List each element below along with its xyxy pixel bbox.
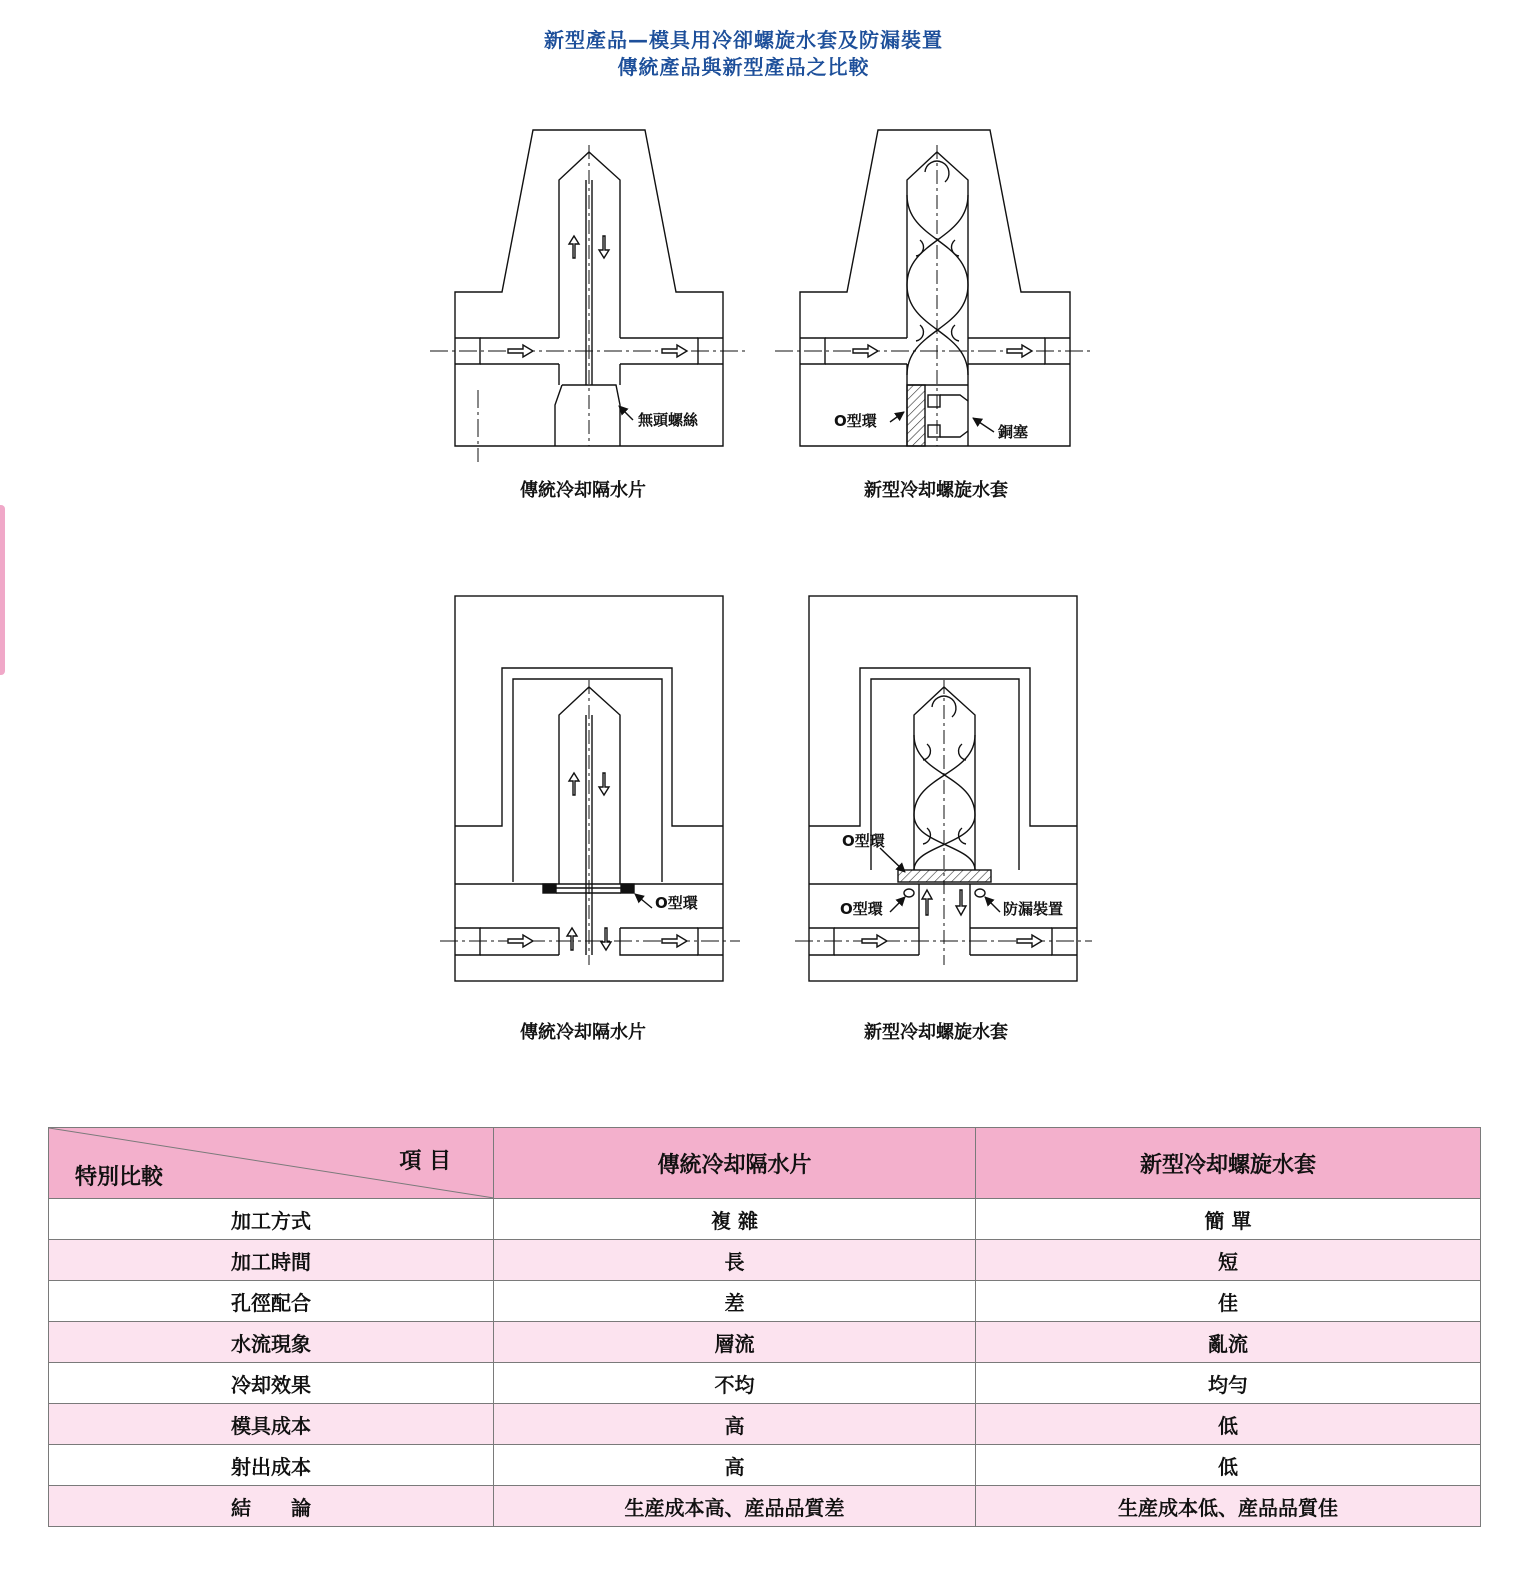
label-oring-bottom-left: O型環	[655, 894, 698, 912]
row-new: 佳	[976, 1281, 1481, 1322]
label-headless-screw: 無頭螺絲	[638, 411, 699, 429]
row-item: 加工時間	[49, 1240, 494, 1281]
table-row	[49, 1486, 1481, 1527]
row-new: 亂流	[976, 1322, 1481, 1363]
comparison-table	[48, 1127, 1481, 1527]
label-oring-bottom-right-upper: O型環	[842, 832, 885, 850]
row-new: 短	[976, 1240, 1481, 1281]
diagram-traditional-baffle-bottom	[440, 596, 740, 981]
row-item: 加工方式	[49, 1199, 494, 1240]
table-header-row	[49, 1128, 1481, 1199]
diagram-spiral-jacket-top	[775, 130, 1090, 446]
caption-traditional-top: 傳統冷却隔水片	[520, 480, 646, 501]
table-row	[49, 1281, 1481, 1322]
row-new: 生産成本低、産品品質佳	[976, 1486, 1481, 1527]
label-oring-bottom-right-lower: O型環	[840, 900, 883, 918]
row-traditional: 不均	[494, 1363, 976, 1404]
table-row	[49, 1363, 1481, 1404]
table-row	[49, 1199, 1481, 1240]
row-new: 低	[976, 1445, 1481, 1486]
caption-traditional-bottom: 傳統冷却隔水片	[520, 1022, 646, 1043]
header-new: 新型冷却螺旋水套	[976, 1128, 1481, 1199]
caption-spiral-bottom: 新型冷却螺旋水套	[864, 1022, 1008, 1043]
table-row	[49, 1404, 1481, 1445]
label-copper-plug: 銅塞	[998, 423, 1029, 441]
row-item: 射出成本	[49, 1445, 494, 1486]
row-item: 模具成本	[49, 1404, 494, 1445]
header-traditional: 傳統冷却隔水片	[494, 1128, 976, 1199]
row-item: 結 論	[49, 1486, 494, 1527]
row-traditional: 高	[494, 1404, 976, 1445]
label-leakproof-device: 防漏裝置	[1003, 900, 1064, 918]
diagram-spiral-jacket-bottom	[795, 596, 1092, 981]
caption-spiral-top: 新型冷却螺旋水套	[864, 480, 1008, 501]
row-item: 孔徑配合	[49, 1281, 494, 1322]
row-traditional: 差	[494, 1281, 976, 1322]
row-new: 均勻	[976, 1363, 1481, 1404]
row-traditional: 複 雜	[494, 1199, 976, 1240]
table-row	[49, 1322, 1481, 1363]
row-traditional: 長	[494, 1240, 976, 1281]
page-title: 新型產品—模具用冷卻螺旋水套及防漏裝置	[544, 28, 943, 52]
header-compare-label: 特別比較	[75, 1165, 164, 1190]
row-item: 水流現象	[49, 1322, 494, 1363]
header-item-label: 項 目	[399, 1149, 451, 1174]
row-traditional: 高	[494, 1445, 976, 1486]
page-subtitle: 傳統產品與新型產品之比較	[617, 55, 870, 79]
table-row	[49, 1445, 1481, 1486]
row-item: 冷却效果	[49, 1363, 494, 1404]
row-new: 低	[976, 1404, 1481, 1445]
row-traditional: 生産成本高、産品品質差	[494, 1486, 976, 1527]
row-traditional: 層流	[494, 1322, 976, 1363]
table-row	[49, 1240, 1481, 1281]
row-new: 簡 單	[976, 1199, 1481, 1240]
label-oring-top: O型環	[834, 412, 877, 430]
header-diagonal-cell	[49, 1128, 494, 1199]
